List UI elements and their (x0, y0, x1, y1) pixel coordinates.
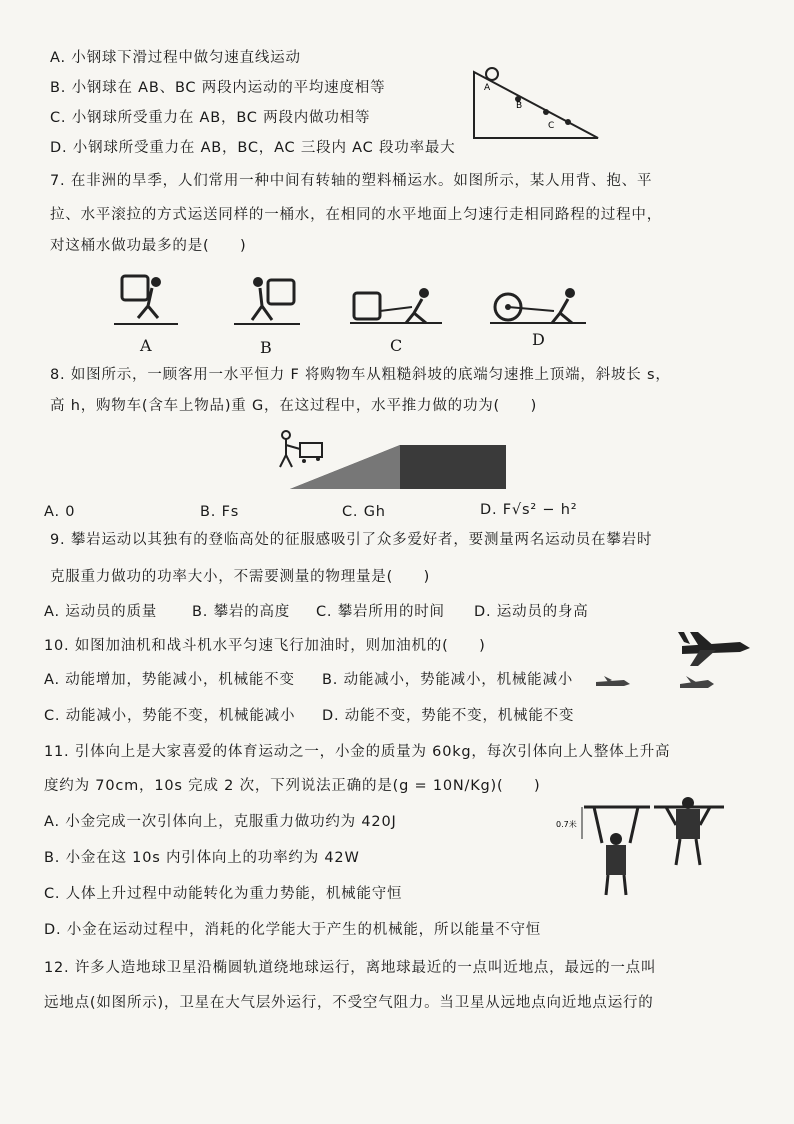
q7-figure-label-d: D (532, 330, 545, 349)
q11-line-2: 度约为 70cm，10s 完成 2 次，下列说法正确的是(g = 10N/Kg)( ) (44, 778, 541, 794)
q8-option-c: C. Gh (342, 504, 386, 520)
point-b-label: B (516, 101, 523, 111)
point-c-label: C (548, 121, 555, 131)
q11-option-b: B. 小金在这 10s 内引体向上的功率约为 42W (44, 850, 360, 866)
pull-up-figure (554, 795, 734, 899)
q6-option-b: B. 小钢球在 AB、BC 两段内运动的平均速度相等 (50, 80, 386, 96)
q11-option-a: A. 小金完成一次引体向上，克服重力做功约为 420J (44, 814, 397, 830)
q10-option-b: B. 动能减小，势能减小，机械能减小 (322, 672, 574, 688)
q11-option-c: C. 人体上升过程中动能转化为重力势能，机械能守恒 (44, 886, 403, 902)
q10-option-d: D. 动能不变，势能不变，机械能不变 (322, 708, 575, 724)
refueling-aircraft-figure (590, 622, 755, 698)
carry-on-back-figure (112, 270, 182, 332)
incline-ramp-figure (470, 66, 605, 146)
q9-line-2: 克服重力做功的功率大小，不需要测量的物理量是( ) (50, 569, 431, 585)
q7-figure-label-c: C (390, 336, 403, 355)
shopping-cart-slope-figure (240, 425, 510, 493)
q7-line-2: 拉、水平滚拉的方式运送同样的一桶水，在相同的水平地面上匀速行走相同路程的过程中， (50, 207, 662, 223)
rolling-pull-figure (490, 285, 590, 333)
q8-option-a: A. 0 (44, 504, 76, 520)
q9-option-b: B. 攀岩的高度 (192, 604, 291, 620)
q12-line-1: 12. 许多人造地球卫星沿椭圆轨道绕地球运行，离地球最近的一点叫近地点，最远的一点叫 (44, 960, 657, 976)
q6-option-c: C. 小钢球所受重力在 AB，BC 两段内做功相等 (50, 110, 371, 126)
q11-option-d: D. 小金在运动过程中，消耗的化学能大于产生的机械能，所以能量不守恒 (44, 922, 542, 938)
point-a-label: A (484, 83, 491, 93)
q7-figure-label-b: B (260, 338, 272, 357)
q7-figure-label-a: A (140, 336, 152, 355)
q9-option-d: D. 运动员的身高 (474, 604, 589, 620)
q12-line-2: 远地点(如图所示)，卫星在大气层外运行，不受空气阻力。当卫星从远地点向近地点运行的 (44, 995, 654, 1011)
q11-line-1: 11. 引体向上是大家喜爱的体育运动之一，小金的质量为 60kg，每次引体向上人整体上升高 (44, 744, 671, 760)
hug-carry-figure (232, 272, 302, 332)
q7-line-3: 对这桶水做功最多的是( ) (50, 238, 247, 254)
q10-option-c: C. 动能减小，势能不变，机械能减小 (44, 708, 296, 724)
height-label: 0.7米 (556, 820, 577, 829)
q6-option-a: A. 小钢球下滑过程中做匀速直线运动 (50, 50, 301, 66)
q10-option-a: A. 动能增加，势能减小，机械能不变 (44, 672, 295, 688)
q7-line-1: 7. 在非洲的旱季，人们常用一种中间有转轴的塑料桶运水。如图所示，某人用背、抱、平 (50, 173, 653, 189)
q8-line-1: 8. 如图所示，一顾客用一水平恒力 F 将购物车从粗糙斜坡的底端匀速推上顶端，斜坡长 s， (50, 367, 671, 383)
q8-option-d: D. F√s² − h² (480, 502, 578, 518)
q10-line: 10. 如图加油机和战斗机水平匀速飞行加油时，则加油机的( ) (44, 638, 486, 654)
q9-option-a: A. 运动员的质量 (44, 604, 158, 620)
q6-option-d: D. 小钢球所受重力在 AB，BC，AC 三段内 AC 段功率最大 (50, 140, 456, 156)
q9-line-1: 9. 攀岩运动以其独有的登临高处的征服感吸引了众多爱好者，要测量两名运动员在攀岩时 (50, 532, 653, 548)
q8-option-b: B. Fs (200, 504, 240, 520)
q9-option-c: C. 攀岩所用的时间 (316, 604, 445, 620)
flat-drag-figure (350, 285, 445, 333)
q8-line-2: 高 h，购物车(含车上物品)重 G，在这过程中，水平推力做的功为( ) (50, 398, 538, 414)
